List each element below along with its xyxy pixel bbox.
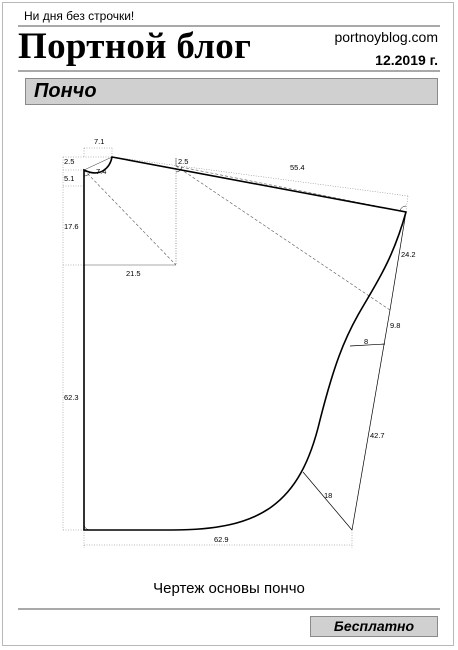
issue-date: 12.2019 г. (375, 52, 438, 68)
label-hem-curve: 18 (324, 491, 333, 500)
poncho-contour (84, 157, 406, 530)
label-shoulder-rise: 2.5 (178, 157, 189, 166)
label-curve-depth: 8 (364, 337, 369, 346)
side-line (352, 310, 390, 530)
label-sleeve-edge: 24.2 (401, 250, 416, 259)
footer-rule (18, 608, 440, 610)
label-neck-diagonal: 7.4 (96, 167, 107, 176)
dim-shoulder-length-tick (406, 196, 408, 210)
label-neck-depth: 5.1 (64, 174, 75, 183)
hem-curve-radius (303, 472, 352, 530)
dimension-lines (63, 148, 408, 548)
free-badge: Бесплатно (310, 616, 438, 637)
blog-slogan: Ни дня без строчки! (24, 9, 135, 23)
label-curve-offset: 9.8 (390, 321, 401, 330)
shoulder-to-curve-guide (176, 166, 390, 310)
section-title: Пончо (34, 80, 97, 102)
label-front-length: 62.3 (64, 393, 79, 402)
right-angle-markers (84, 167, 406, 530)
corner-marker-hem (84, 524, 90, 530)
label-shoulder-length: 55.4 (290, 163, 305, 172)
construction-lines (84, 157, 406, 310)
label-side-length: 42.7 (370, 431, 385, 440)
auxiliary-lines (303, 212, 406, 530)
dim-shoulder-length (112, 157, 408, 196)
label-armhole-width: 21.5 (126, 269, 141, 278)
label-armhole-depth: 17.6 (64, 222, 79, 231)
drawing-caption: Чертеж основы пончо (153, 580, 305, 597)
sleeve-edge-line (390, 212, 406, 310)
armhole-diagonal (84, 170, 176, 265)
label-neck-drop: 2.5 (64, 157, 75, 166)
blog-title: Портной блог (18, 26, 252, 67)
label-hem-width: 62.9 (214, 535, 229, 544)
site-address[interactable]: portnoyblog.com (334, 29, 438, 45)
label-neck-width: 7.1 (94, 137, 105, 146)
